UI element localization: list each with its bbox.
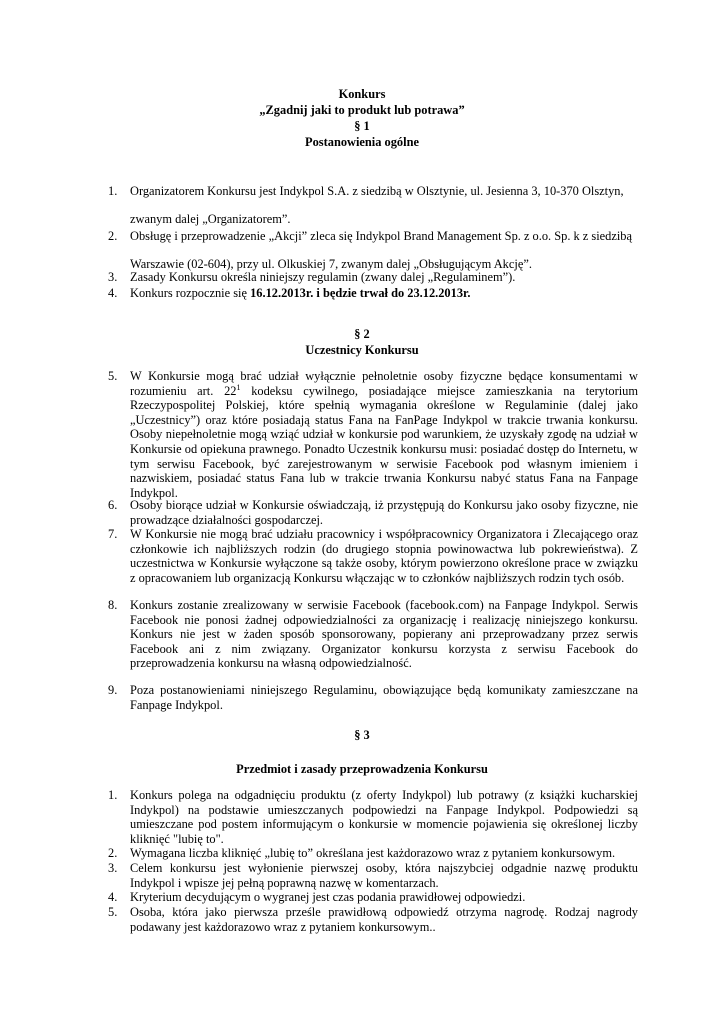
section-2-mark: § 2 — [354, 327, 370, 341]
list-item: 1. Organizatorem Konkursu jest Indykpol S.A. z siedzibą w Olsztynie, ul. Jesienna 3, 10-370 Olsztyn, zwanym dalej „Organizatorem”. — [108, 184, 624, 226]
section-3-mark: § 3 — [354, 728, 370, 742]
list-item: 5. Osoba, która jako pierwsza prześle prawidłową odpowiedź otrzyma nagrodę. Rodzaj nagrody podawany jest każdorazowo wraz z pytaniem konkursowym.. — [108, 905, 638, 934]
section-2-title: Uczestnicy Konkursu — [305, 343, 419, 357]
document-header — [0, 86, 724, 150]
header-line-section-title: Postanowienia ogólne — [305, 135, 419, 149]
section-3-title: Przedmiot i zasady przeprowadzenia Konkursu — [236, 762, 488, 776]
contest-dates: 16.12.2013r. i będzie trwał do 23.12.2013r. — [250, 286, 471, 300]
header-line-konkurs: Konkurs — [338, 87, 386, 101]
list-item: 9. Poza postanowieniami niniejszego Regulaminu, obowiązujące będą komunikaty zamieszczane na Fanpage Indykpol. — [108, 683, 638, 712]
list-item: 6. Osoby biorące udział w Konkursie oświadczają, iż przystępują do Konkursu jako osoby fizyczne, nie prowadzące działalności gospodarczej. — [108, 498, 638, 527]
list-item: 2. Obsługę i przeprowadzenie „Akcji” zleca się Indykpol Brand Management Sp. z o.o. Sp. k z siedzibą Warszawie (02-604), przy ul. Olkuskiej 7, zwanym dalej „Obsługującym Akcję”. — [108, 229, 633, 271]
header-line-contest-name: „Zgadnij jaki to produkt lub potrawa” — [259, 103, 465, 117]
list-item: 5. W Konkursie mogą brać udział wyłącznie pełnoletnie osoby fizyczne będące konsumentami w rozumieniu art. $22^1$ kodeksu cywilnego, posiadające miejsce zamieszkania na terytorium Rzeczypospolitej Polskiej, które spełnią wymagania określone w Regulaminie (dalej jako „Uczestnicy”) oraz które posiadają status Fana na FanPage Indykpol w trakcie trwania konkursu. Osoby niepełnoletnie mogą wziąć udział w konkursie pod warunkiem, że uzyskały zgodę na udział w Konkursie od opiekuna prawnego. Ponadto Uczestnik konkursu musi: posiadać dostęp do Internetu, w tym serwisu Facebook, być zarejestrowanym w serwisie Facebook pod własnym imieniem i nazwiskiem, posiadać status Fana lub w trakcie trwania Konkursu nabyć status Fana na Fanpage Indykpol. — [108, 369, 638, 500]
list-item: 7. W Konkursie nie mogą brać udziału pracownicy i współpracownicy Organizatora i Zlecającego oraz członkowie ich najbliższych rodzin (do drugiego stopnia powinowactwa lub pokrewieństwa). Z uczestnictwa w Konkursie wyłączone są także osoby, którym powierzono określone prace w związku z opracowaniem lub organizacją Konkursu włączając w to członków najbliższych rodzin tych osób. — [108, 527, 638, 585]
list-item: 3. Zasady Konkursu określa niniejszy regulamin (zwany dalej „Regulaminem”). — [108, 270, 516, 284]
list-item: 8. Konkurs zostanie zrealizowany w serwisie Facebook (facebook.com) na Fanpage Indykpol. Serwis Facebook nie ponosi żadnej odpowiedzialności za organizację i realizację niniejszego konkursu. Konkurs nie jest w żaden sposób sponsorowany, popierany ani przeprowadzany przez serwis Facebook ani z nim związany. Organizator konkursu korzysta z serwisu Facebook do przeprowadzenia konkursu na własną odpowiedzialność. — [108, 598, 638, 671]
list-item: 1. Konkurs polega na odgadnięciu produktu (z oferty Indykpol) lub potrawy (z książki kucharskiej Indykpol) na podstawie umieszczanych podpowiedzi na Fanpage Indykpol. Podpowiedzi są umieszczane pod postem informującym o konkursie w momencie pojawienia się określonej liczby kliknięć "lubię to". — [108, 788, 638, 846]
list-item: 2. Wymagana liczba kliknięć „lubię to” określana jest każdorazowo wraz z pytaniem konkursowym. — [108, 846, 616, 860]
header-line-paragraph-mark: § 1 — [354, 119, 370, 133]
list-item: 3. Celem konkursu jest wyłonienie pierwszej osoby, która najszybciej odgadnie nazwę produktu Indykpol i wpisze jej pełną poprawną nazwę w komentarzach. — [108, 861, 638, 890]
list-item: 4. Konkurs rozpocznie się 16.12.2013r. i będzie trwał do 23.12.2013r. — [108, 286, 471, 300]
list-item: 4. Kryterium decydującym o wygranej jest czas podania prawidłowej odpowiedzi. — [108, 890, 526, 904]
